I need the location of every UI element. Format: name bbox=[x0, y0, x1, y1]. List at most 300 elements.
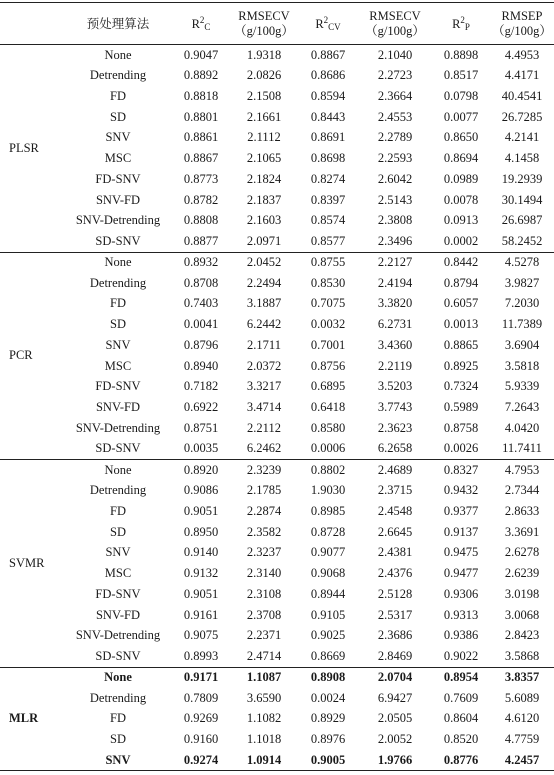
header-method-label: 预处理算法 bbox=[86, 16, 150, 31]
rmsecv2-cell: 2.1040 bbox=[377, 47, 413, 62]
rmsecv2-cell: 2.5143 bbox=[377, 192, 413, 207]
rmsecv1-cell: 2.0452 bbox=[246, 255, 282, 270]
r2cv-cell: 0.8728 bbox=[310, 524, 346, 539]
rmsecv2-cell: 2.4548 bbox=[377, 503, 413, 518]
table-row bbox=[0, 169, 554, 190]
table-row bbox=[0, 522, 554, 543]
r2c-cell: 0.8861 bbox=[183, 130, 219, 145]
rmsecv2-cell: 1.9766 bbox=[377, 752, 413, 767]
table-row bbox=[0, 294, 554, 315]
r2cv-cell: 0.8443 bbox=[310, 109, 346, 124]
rmsecv2-cell: 2.0052 bbox=[377, 732, 413, 747]
rmsecv2-cell: 2.3496 bbox=[377, 233, 413, 248]
group-pcr bbox=[0, 252, 554, 460]
method-cell: None bbox=[104, 47, 132, 62]
r2p-cell: 0.8442 bbox=[443, 255, 479, 270]
r2cv-cell: 0.8594 bbox=[310, 88, 346, 103]
rmsecv1-cell: 2.1785 bbox=[246, 483, 282, 498]
method-cell: SD bbox=[110, 317, 126, 332]
rmsecv1-cell: 1.1082 bbox=[246, 711, 282, 726]
rmsecv1-cell: 6.2442 bbox=[246, 317, 282, 332]
rmsecv2-cell: 3.5203 bbox=[377, 379, 413, 394]
method-cell: FD-SNV bbox=[95, 586, 141, 601]
method-cell: Detrending bbox=[89, 483, 147, 498]
r2p-cell: 0.8327 bbox=[443, 462, 479, 477]
r2cv-cell: 0.9025 bbox=[310, 628, 346, 643]
r2p-cell: 0.8694 bbox=[443, 151, 479, 166]
rmsecv1-cell: 6.2462 bbox=[246, 441, 282, 456]
r2cv-cell: 0.8929 bbox=[310, 711, 346, 726]
r2p-cell: 0.8776 bbox=[443, 752, 479, 767]
table-row bbox=[0, 65, 554, 86]
r2cv-cell: 0.8976 bbox=[310, 732, 346, 747]
r2cv-cell: 0.8985 bbox=[310, 503, 346, 518]
rmsep-cell: 3.3691 bbox=[504, 524, 540, 539]
r2p-cell: 0.0798 bbox=[443, 88, 479, 103]
rmsecv2-cell: 2.4376 bbox=[377, 566, 413, 581]
header-r2p-sup: 2 bbox=[460, 14, 465, 25]
r2p-cell: 0.9377 bbox=[443, 503, 479, 518]
method-cell: FD bbox=[110, 711, 126, 726]
r2c-cell: 0.9051 bbox=[183, 586, 219, 601]
rmsecv2-cell: 6.2658 bbox=[377, 441, 413, 456]
r2cv-cell: 0.0006 bbox=[310, 441, 346, 456]
r2c-cell: 0.8708 bbox=[183, 275, 219, 290]
r2cv-cell: 0.8669 bbox=[310, 648, 346, 663]
r2p-cell: 0.0078 bbox=[443, 192, 479, 207]
rmsecv2-cell: 2.2789 bbox=[377, 130, 413, 145]
table-row bbox=[0, 605, 554, 626]
r2p-cell: 0.8650 bbox=[443, 130, 479, 145]
r2p-cell: 0.6057 bbox=[443, 296, 479, 311]
header-rmsep bbox=[490, 3, 554, 45]
r2c-cell: 0.8782 bbox=[183, 192, 219, 207]
table-row bbox=[0, 480, 554, 501]
header-method bbox=[64, 3, 172, 45]
rmsecv1-cell: 2.0826 bbox=[246, 68, 282, 83]
header-r2c-main: R bbox=[191, 16, 200, 31]
table-row bbox=[0, 460, 554, 481]
header-r2c-sub: C bbox=[204, 21, 211, 32]
rmsecv1-cell: 2.1711 bbox=[247, 337, 281, 352]
r2c-cell: 0.9047 bbox=[183, 47, 219, 62]
r2c-cell: 0.9269 bbox=[183, 711, 219, 726]
rmsecv1-cell: 2.1603 bbox=[246, 213, 282, 228]
rmsecv2-cell: 2.5317 bbox=[377, 607, 413, 622]
rmsep-cell: 2.6239 bbox=[504, 566, 540, 581]
rmsecv1-cell: 1.0914 bbox=[246, 752, 282, 767]
r2c-cell: 0.8773 bbox=[183, 171, 219, 186]
r2c-cell: 0.9140 bbox=[183, 545, 219, 560]
method-cell: SNV bbox=[105, 130, 131, 145]
model-name-cell: MLR bbox=[9, 711, 39, 726]
table-row bbox=[0, 729, 554, 750]
group-mlr bbox=[0, 667, 554, 771]
r2p-cell: 0.8954 bbox=[443, 670, 479, 685]
rmsecv1-cell: 2.1661 bbox=[246, 109, 282, 124]
r2p-cell: 0.8604 bbox=[443, 711, 479, 726]
rmsep-cell: 2.6278 bbox=[504, 545, 540, 560]
table-row bbox=[0, 501, 554, 522]
rmsecv2-cell: 2.3686 bbox=[377, 628, 413, 643]
rmsep-cell: 2.8633 bbox=[504, 503, 540, 518]
r2cv-cell: 0.8944 bbox=[310, 586, 346, 601]
rmsecv2-cell: 2.2127 bbox=[377, 255, 413, 270]
rmsecv2-cell: 2.3664 bbox=[377, 88, 413, 103]
model-name-cell: SVMR bbox=[9, 555, 45, 570]
header-r2cv-sub: CV bbox=[328, 21, 341, 32]
r2cv-cell: 0.9105 bbox=[310, 607, 346, 622]
table-header bbox=[0, 3, 554, 45]
r2cv-cell: 0.8574 bbox=[310, 213, 346, 228]
header-r2cv-main: R bbox=[315, 16, 324, 31]
method-cell: SNV bbox=[105, 752, 131, 767]
rmsecv1-cell: 2.1065 bbox=[246, 151, 282, 166]
rmsecv1-cell: 2.3708 bbox=[246, 607, 282, 622]
rmsecv2-cell: 2.4553 bbox=[377, 109, 413, 124]
r2cv-cell: 0.7075 bbox=[310, 296, 346, 311]
method-cell: SD bbox=[110, 524, 126, 539]
rmsecv1-cell: 1.1018 bbox=[246, 732, 282, 747]
r2c-cell: 0.8818 bbox=[183, 88, 219, 103]
r2c-cell: 0.7809 bbox=[183, 690, 219, 705]
header-rmsecv-2 bbox=[358, 3, 432, 45]
r2c-cell: 0.7182 bbox=[183, 379, 219, 394]
model-name-cell: PCR bbox=[9, 348, 33, 363]
r2c-cell: 0.9051 bbox=[183, 503, 219, 518]
r2cv-cell: 0.6895 bbox=[310, 379, 346, 394]
rmsep-cell: 7.2030 bbox=[504, 296, 540, 311]
table-row bbox=[0, 45, 554, 66]
rmsecv2-cell: 3.7743 bbox=[377, 400, 413, 415]
rmsecv1-cell: 3.3217 bbox=[246, 379, 282, 394]
rmsep-cell: 4.5278 bbox=[504, 255, 540, 270]
table-row bbox=[0, 211, 554, 232]
rmsecv2-cell: 2.2593 bbox=[377, 151, 413, 166]
r2p-cell: 0.9022 bbox=[443, 648, 479, 663]
r2p-cell: 0.9477 bbox=[443, 566, 479, 581]
header-r2c bbox=[172, 3, 230, 45]
rmsecv1-cell: 2.0971 bbox=[246, 233, 282, 248]
method-cell: None bbox=[104, 670, 132, 685]
rmsep-cell: 4.0420 bbox=[504, 420, 540, 435]
rmsecv1-cell: 2.3582 bbox=[246, 524, 282, 539]
method-cell: Detrending bbox=[89, 690, 147, 705]
r2p-cell: 0.9475 bbox=[443, 545, 479, 560]
r2p-cell: 0.9386 bbox=[443, 628, 479, 643]
r2c-cell: 0.8801 bbox=[183, 109, 219, 124]
r2p-cell: 0.9313 bbox=[443, 607, 479, 622]
r2p-cell: 0.8520 bbox=[443, 732, 479, 747]
rmsep-cell: 7.2643 bbox=[504, 400, 540, 415]
r2p-cell: 0.8865 bbox=[443, 337, 479, 352]
r2c-cell: 0.9160 bbox=[183, 732, 219, 747]
rmsep-cell: 5.9339 bbox=[504, 379, 540, 394]
method-cell: SNV-FD bbox=[95, 192, 140, 207]
r2p-cell: 0.8758 bbox=[443, 420, 479, 435]
header-r2p-main: R bbox=[452, 16, 461, 31]
r2p-cell: 0.7324 bbox=[443, 379, 479, 394]
rmsecv2-cell: 6.9427 bbox=[377, 690, 413, 705]
r2cv-cell: 0.8867 bbox=[310, 47, 346, 62]
table-row bbox=[0, 86, 554, 107]
r2c-cell: 0.9132 bbox=[183, 566, 219, 581]
rmsecv1-cell: 2.2371 bbox=[246, 628, 282, 643]
r2c-cell: 0.8796 bbox=[183, 337, 219, 352]
rmsecv2-cell: 2.4689 bbox=[377, 462, 413, 477]
rmsep-cell: 4.2457 bbox=[504, 752, 540, 767]
table-row bbox=[0, 252, 554, 273]
rmsecv2-cell: 2.5128 bbox=[377, 586, 413, 601]
rmsecv1-cell: 2.2874 bbox=[246, 503, 282, 518]
method-cell: MSC bbox=[104, 151, 132, 166]
r2cv-cell: 0.8698 bbox=[310, 151, 346, 166]
method-cell: FD-SNV bbox=[95, 171, 141, 186]
table-row bbox=[0, 750, 554, 771]
table-row bbox=[0, 231, 554, 252]
rmsep-cell: 4.4953 bbox=[504, 47, 540, 62]
r2p-cell: 0.9137 bbox=[443, 524, 479, 539]
rmsep-cell: 26.6987 bbox=[501, 213, 543, 228]
r2p-cell: 0.0913 bbox=[443, 213, 479, 228]
rmsep-cell: 5.6089 bbox=[504, 690, 540, 705]
r2c-cell: 0.9075 bbox=[183, 628, 219, 643]
r2c-cell: 0.8920 bbox=[183, 462, 219, 477]
header-rmsep-main: RMSEP bbox=[501, 8, 543, 23]
r2c-cell: 0.8950 bbox=[183, 524, 219, 539]
rmsecv2-cell: 2.0704 bbox=[377, 670, 413, 685]
table-row bbox=[0, 543, 554, 564]
r2p-cell: 0.0002 bbox=[443, 233, 479, 248]
r2c-cell: 0.8808 bbox=[183, 213, 219, 228]
table-row bbox=[0, 273, 554, 294]
rmsecv1-cell: 2.1508 bbox=[246, 88, 282, 103]
r2p-cell: 0.0077 bbox=[443, 109, 479, 124]
rmsep-cell: 30.1494 bbox=[501, 192, 543, 207]
method-cell: SD-SNV bbox=[95, 648, 141, 663]
r2cv-cell: 0.8686 bbox=[310, 68, 346, 83]
r2cv-cell: 1.9030 bbox=[310, 483, 346, 498]
table-row bbox=[0, 377, 554, 398]
rmsecv1-cell: 2.3140 bbox=[246, 566, 282, 581]
table-row bbox=[0, 356, 554, 377]
header-rmsecv-2-main: RMSECV bbox=[369, 8, 421, 23]
r2cv-cell: 0.8397 bbox=[310, 192, 346, 207]
rmsep-cell: 4.7759 bbox=[504, 732, 540, 747]
r2c-cell: 0.9274 bbox=[183, 752, 219, 767]
header-r2p-sub: P bbox=[464, 21, 470, 32]
rmsecv2-cell: 3.3820 bbox=[377, 296, 413, 311]
method-cell: None bbox=[104, 255, 132, 270]
r2cv-cell: 0.8908 bbox=[310, 670, 346, 685]
method-cell: FD bbox=[110, 503, 126, 518]
r2p-cell: 0.8898 bbox=[443, 47, 479, 62]
r2c-cell: 0.8940 bbox=[183, 358, 219, 373]
rmsep-cell: 4.6120 bbox=[504, 711, 540, 726]
method-cell: None bbox=[104, 462, 132, 477]
table-row bbox=[0, 190, 554, 211]
r2cv-cell: 0.8530 bbox=[310, 275, 346, 290]
r2cv-cell: 0.8691 bbox=[310, 130, 346, 145]
table-row bbox=[0, 709, 554, 730]
header-r2p bbox=[432, 3, 490, 45]
rmsecv2-cell: 2.0505 bbox=[377, 711, 413, 726]
method-cell: SNV-FD bbox=[95, 400, 140, 415]
method-cell: SNV bbox=[105, 545, 131, 560]
rmsecv2-cell: 2.4194 bbox=[377, 275, 413, 290]
rmsecv1-cell: 1.1087 bbox=[246, 670, 282, 685]
table-row bbox=[0, 397, 554, 418]
method-cell: SNV-Detrending bbox=[75, 628, 161, 643]
table-row bbox=[0, 626, 554, 647]
method-cell: SD bbox=[110, 109, 126, 124]
rmsecv1-cell: 2.1824 bbox=[246, 171, 282, 186]
r2c-cell: 0.8993 bbox=[183, 648, 219, 663]
r2cv-cell: 0.8755 bbox=[310, 255, 346, 270]
header-r2c-sup: 2 bbox=[199, 14, 205, 25]
rmsecv2-cell: 2.2723 bbox=[377, 68, 413, 83]
rmsep-cell: 19.2939 bbox=[501, 171, 543, 186]
rmsecv2-cell: 2.3715 bbox=[377, 483, 413, 498]
rmsecv1-cell: 1.9318 bbox=[246, 47, 282, 62]
r2cv-cell: 0.8274 bbox=[310, 171, 346, 186]
method-cell: FD bbox=[110, 88, 126, 103]
r2cv-cell: 0.8802 bbox=[310, 462, 346, 477]
rmsep-cell: 3.8357 bbox=[504, 670, 540, 685]
rmsecv2-cell: 2.8469 bbox=[377, 648, 413, 663]
rmsecv1-cell: 3.4714 bbox=[246, 400, 282, 415]
r2cv-cell: 0.8577 bbox=[310, 233, 346, 248]
table-row bbox=[0, 335, 554, 356]
r2c-cell: 0.8877 bbox=[183, 233, 219, 248]
rmsep-cell: 2.8423 bbox=[504, 628, 540, 643]
table-row bbox=[0, 688, 554, 709]
method-cell: Detrending bbox=[89, 275, 147, 290]
method-cell: MSC bbox=[104, 566, 132, 581]
table-row bbox=[0, 439, 554, 460]
model-name-cell: PLSR bbox=[9, 140, 39, 155]
rmsep-cell: 4.4171 bbox=[504, 68, 540, 83]
r2cv-cell: 0.6418 bbox=[310, 400, 346, 415]
rmsecv2-cell: 2.2119 bbox=[378, 358, 412, 373]
r2p-cell: 0.9306 bbox=[443, 586, 479, 601]
rmsecv1-cell: 2.2112 bbox=[247, 420, 281, 435]
header-r2cv bbox=[298, 3, 358, 45]
rmsep-cell: 3.0068 bbox=[504, 607, 540, 622]
method-cell: SNV-Detrending bbox=[75, 420, 161, 435]
rmsep-cell: 3.6904 bbox=[504, 337, 540, 352]
method-cell: SD bbox=[110, 732, 126, 747]
rmsecv2-cell: 6.2731 bbox=[377, 317, 413, 332]
r2p-cell: 0.9432 bbox=[443, 483, 479, 498]
r2c-cell: 0.7403 bbox=[183, 296, 219, 311]
rmsecv1-cell: 2.2494 bbox=[246, 275, 282, 290]
table-row bbox=[0, 646, 554, 667]
rmsep-cell: 3.5818 bbox=[504, 358, 540, 373]
r2cv-cell: 0.9005 bbox=[310, 752, 346, 767]
group-svmr bbox=[0, 460, 554, 668]
r2c-cell: 0.8867 bbox=[183, 151, 219, 166]
header-row bbox=[0, 3, 554, 45]
r2cv-cell: 0.8580 bbox=[310, 420, 346, 435]
rmsep-cell: 40.4541 bbox=[501, 88, 543, 103]
r2c-cell: 0.9086 bbox=[183, 483, 219, 498]
rmsep-cell: 58.2452 bbox=[501, 233, 543, 248]
rmsep-cell: 11.7389 bbox=[501, 317, 543, 332]
r2c-cell: 0.0035 bbox=[183, 441, 219, 456]
rmsep-cell: 3.5868 bbox=[504, 648, 540, 663]
rmsecv2-cell: 2.6645 bbox=[377, 524, 413, 539]
r2c-cell: 0.0041 bbox=[183, 317, 219, 332]
rmsecv1-cell: 2.1112 bbox=[247, 130, 281, 145]
method-cell: SNV-Detrending bbox=[75, 213, 161, 228]
r2p-cell: 0.5989 bbox=[443, 400, 479, 415]
table-row bbox=[0, 418, 554, 439]
rmsep-cell: 4.1458 bbox=[504, 151, 540, 166]
rmsecv1-cell: 2.4714 bbox=[246, 648, 282, 663]
r2c-cell: 0.8892 bbox=[183, 68, 219, 83]
method-cell: SNV bbox=[105, 337, 131, 352]
rmsecv2-cell: 2.3808 bbox=[377, 213, 413, 228]
rmsecv1-cell: 2.3108 bbox=[246, 586, 282, 601]
method-cell: SNV-FD bbox=[95, 607, 140, 622]
header-rmsecv-2-unit: （g/100g） bbox=[365, 23, 425, 38]
method-cell: Detrending bbox=[89, 68, 147, 83]
method-cell: MSC bbox=[104, 358, 132, 373]
rmsecv2-cell: 3.4360 bbox=[377, 337, 413, 352]
table-row bbox=[0, 148, 554, 169]
r2cv-cell: 0.8756 bbox=[310, 358, 346, 373]
r2p-cell: 0.8794 bbox=[443, 275, 479, 290]
rmsep-cell: 3.0198 bbox=[504, 586, 540, 601]
rmsep-cell: 2.7344 bbox=[504, 483, 540, 498]
method-cell: FD-SNV bbox=[95, 379, 141, 394]
table-row bbox=[0, 667, 554, 688]
header-rmsep-unit: （g/100g） bbox=[492, 23, 552, 38]
r2p-cell: 0.0026 bbox=[443, 441, 479, 456]
rmsep-cell: 11.7411 bbox=[502, 441, 542, 456]
table-row bbox=[0, 128, 554, 149]
r2cv-cell: 0.0024 bbox=[310, 690, 346, 705]
rmsecv1-cell: 2.3237 bbox=[246, 545, 282, 560]
table-row bbox=[0, 107, 554, 128]
method-cell: FD bbox=[110, 296, 126, 311]
table-row bbox=[0, 563, 554, 584]
r2c-cell: 0.6922 bbox=[183, 400, 219, 415]
rmsecv1-cell: 2.1837 bbox=[246, 192, 282, 207]
group-plsr bbox=[0, 45, 554, 253]
header-rmsecv-1-main: RMSECV bbox=[238, 8, 290, 23]
rmsep-cell: 4.2141 bbox=[504, 130, 540, 145]
rmsecv1-cell: 2.3239 bbox=[246, 462, 282, 477]
header-model bbox=[0, 3, 64, 45]
rmsecv1-cell: 3.1887 bbox=[246, 296, 282, 311]
r2p-cell: 0.7609 bbox=[443, 690, 479, 705]
r2cv-cell: 0.7001 bbox=[310, 337, 346, 352]
r2c-cell: 0.8932 bbox=[183, 255, 219, 270]
r2cv-cell: 0.0032 bbox=[310, 317, 346, 332]
header-rmsecv-1 bbox=[230, 3, 298, 45]
r2p-cell: 0.0989 bbox=[443, 171, 479, 186]
table-row bbox=[0, 584, 554, 605]
r2c-cell: 0.9161 bbox=[183, 607, 219, 622]
header-r2cv-sup: 2 bbox=[323, 14, 329, 25]
rmsecv2-cell: 2.4381 bbox=[377, 545, 413, 560]
rmsecv2-cell: 2.6042 bbox=[377, 171, 413, 186]
r2cv-cell: 0.9077 bbox=[310, 545, 346, 560]
r2p-cell: 0.8517 bbox=[443, 68, 479, 83]
results-table bbox=[0, 2, 554, 771]
